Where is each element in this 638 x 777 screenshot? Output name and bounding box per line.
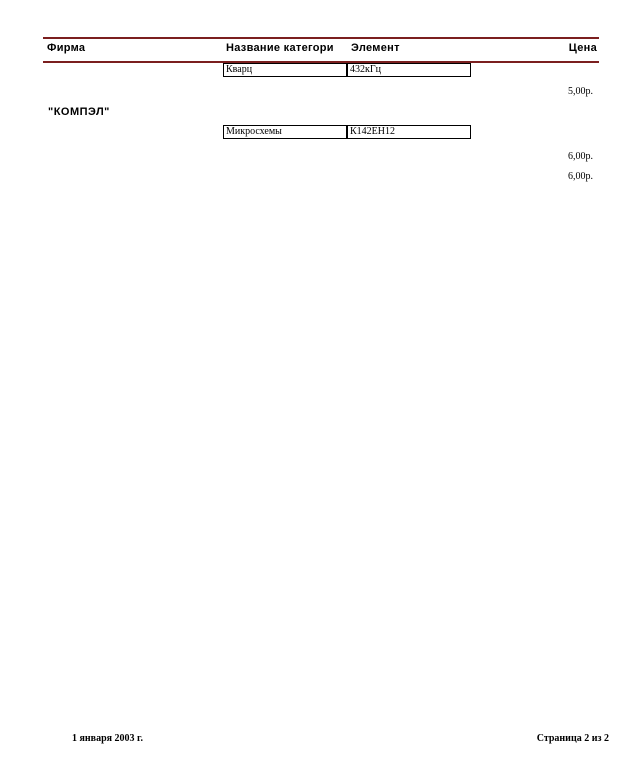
price-value: 5,00р.	[568, 86, 593, 97]
column-header-category: Название категори	[226, 42, 334, 54]
firm-name: "КОМПЭЛ"	[48, 106, 110, 118]
category-cell: Микросхемы	[223, 125, 347, 139]
column-header-firm: Фирма	[47, 42, 86, 54]
column-header-price: Цена	[568, 42, 597, 54]
footer-page-number: Страница 2 из 2	[536, 733, 609, 744]
element-cell: 432кГц	[347, 63, 471, 77]
footer-date: 1 января 2003 г.	[72, 733, 143, 744]
price-value: 6,00р.	[568, 151, 593, 162]
header-rule-top	[43, 37, 599, 39]
category-cell: Кварц	[223, 63, 347, 77]
column-header-element: Элемент	[351, 42, 400, 54]
price-total: 6,00р.	[568, 171, 593, 182]
element-cell: К142ЕН12	[347, 125, 471, 139]
